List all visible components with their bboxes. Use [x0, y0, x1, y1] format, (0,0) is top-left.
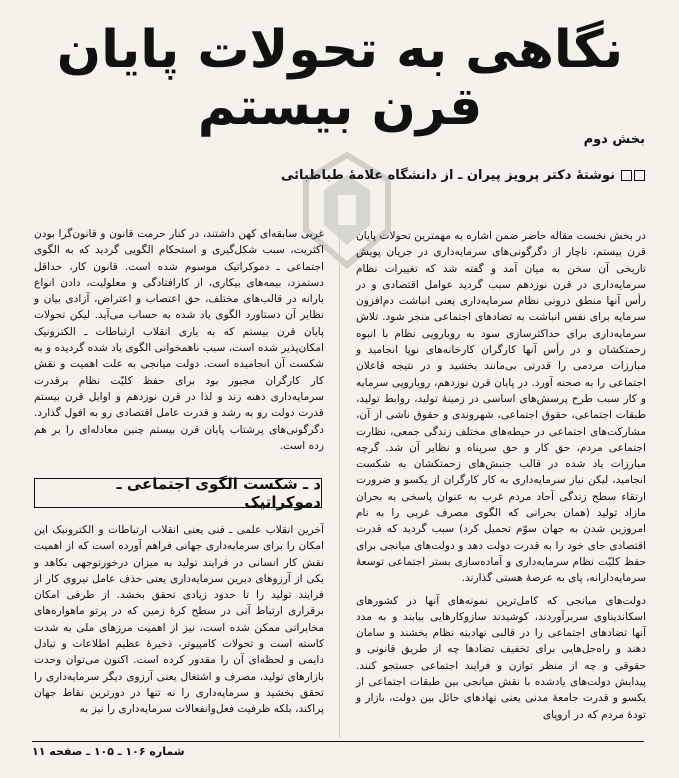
section-heading: د ـ شکست الگوی اجتماعی ـ دموکراتیک: [116, 475, 321, 511]
paragraph: غربی سابقه‌ای کهن داشتند، در کنار حرمت قانون و قانون‌گرا بودن اکثریت، سبب شکل‌گیری و استحکام الگویی گردید که به الگوی اجتماعی ـ دموکراتیک موسوم شده است. قانون کار، حداقل دستمزد، بیمه‌های بیکاری، از کارافتادگی و معلولیت، دادن انواع یارانه در قالب‌های مختلف، حق اعتصاب و اعتراض، آزادی بیان و نظایر آن دستاورد الگوی یاد شده به حساب می‌آید. لیکن تحولات پایان قرن بیستم که به یاری انقلاب ارتباطات ـ الکترونیک امکان‌پذیر شده است، سبب ناهمخوانی الگوی یاد شده گردیده و به شکست آن انجامیده است. دولت میانجی به علت اهمیت و نقش کار کارگران مجبور بود برای حفظ کلیّت نظام برقدرت سرمایه‌داری دهنه زند و لذا در قرن نوزدهم و اوایل قرن بیستم قدرت دولت رو به رشد و قدرت عامل اقتصادی رو به افول گذارد. دگرگونی‌های پرشتاب پایان قرن بیستم چنین معادله‌ای را بر هم زده است.: [34, 228, 324, 452]
article-title: نگاهی به تحولات پایان قرن بیستم: [56, 20, 624, 138]
square-bullets-icon: [621, 170, 645, 181]
page-footer: شماره ۱۰۶ ـ ۱۰۵ ـ صفحه ۱۱: [32, 745, 185, 758]
section-heading-box: [34, 475, 322, 511]
byline-text: نوشتهٔ دکتر پرویز پیران ـ از دانشگاه علامهٔ طباطبائی: [280, 168, 615, 183]
column-divider: [339, 228, 340, 738]
column-right: [356, 228, 646, 729]
footer-rule: [32, 741, 644, 742]
paragraph: در بخش نخست مقاله حاضر ضمن اشاره به مهمترین تحولات پایان قرن بیستم، ناچار از دگرگونی‌های سرمایه‌داری در جریان پویش تاریخی آن سخن به میان آمد و گفته شد که تغییرات نظام سرمایه‌داری در قرن نوزدهم سبب گردید عوامل اقتصادی و در رأس آنها منطق درونی نظام سرمایه‌داری یعنی انباشت دم‌افزون سرمایه برای نفس انباشت به تضادهای اجتماعی منجر شود. تلاش سرمایه‌داری برای حداکثرسازی سود به رویارویی نظام با انبوه زحمتکشان و در رأس آنها کارگران کارخانه‌های نوپا انجامید و مبارزات مردمی را قدرتی بی‌مانند بخشید و در نتیجه قاعلان اجتماعی را به صحنه آورد. در پایان قرن نوزدهم، رویارویی سرمایه و کار سبب طرح پرسش‌های اساسی در زمینهٔ تولید، روابط تولید، طبقات اجتماعی، حقوق اجتماعی، شهروندی و حقوق ناشی از آن، مشارکت‌های اجتماعی در حیطه‌های مختلف زندگی جمعی، نظارت اجتماعی مردم، حق کار و حق سرپناه و نظایر آن شد. گرچه مبارزات یاد شده در قالب جنبش‌های زحمتکشان به شکست انجامید، لیکن نیاز سرمایه‌داری به کار کارگران از یکسو و ضرورت ارتقاء سطح زندگی آحاد مردم غرب به عنوان پاسخی به بحران مازاد تولید (همان بحرانی که الگوی مصرف غربی را به نام امروزین شدن به جهان سوّم تحمیل کرد) سبب گردید که قدرت اقتصادی جای خود را به قدرت دولت دهد و دولت‌های میانجی برای حفظ کلیّت نظام سرمایه‌داری و آماده‌سازی بستر اجتماعی توسعهٔ سرمایه‌دارانه، پای به عرصهٔ هستی گذارند.: [356, 230, 646, 585]
column-left-bottom: [34, 522, 324, 724]
column-left-top: [34, 226, 324, 460]
paragraph: آخرین انقلاب علمی ـ فنی یعنی انقلاب ارتباطات و الکترونیک این امکان را برای سرمایه‌داری جهانی فراهم آورده است که از اهمیت نقش کار انسانی در فرایند تولید به میزان درخورتوجهی بکاهد و یکی از آرزوهای دیرین سرمایه‌داری یعنی حذف عامل نیروی کار از فرایند تولید را تا حدود زیادی تحقق بخشد. از طرفی امکان برقراری ارتباط آنی در سطح کرهٔ زمین که در پرتو ماهواره‌های مخابراتی ممکن شده است، نیز از اهمیت مرزهای ملی به شدت کاسته است و تحولات کامپیوتر، ذخیرهٔ عظیم اطلاعات و تبادل دایمی و لحظه‌ای آن را مقدور کرده است. اکنون می‌توان وحدت بازارهای تولید، مصرف و اشتغال یعنی آرزوی دیگر سرمایه‌داری را تحقق بخشید و سرمایه‌داری را نه تنها در دورترین نقاط جهان پراکند، بلکه ظرفیت فعل‌وانفعالات سرمایه‌داری را نیز به: [34, 524, 324, 716]
section-label: بخش دوم: [583, 132, 645, 147]
paragraph: دولت‌های میانجی که کامل‌ترین نمونه‌های آنها در کشورهای اسکاندیناوی سربرآوردند، کوشیدند سازوکارهایی بیابند و به مدد آنها تضادهای اجتماعی را در قالبی نهادینه نظام بخشند و سامان دهند و راه‌حل‌هایی برای تخفیف تضادها چه از طریق قانونی و حقوقی و چه از منظر توازن و فرایند اجتماعی جستجو کنند. پیدایش دولت‌های یادشده با نقش میانجی بین طبقات اجتماعی از یکسو و قدرت جامعهٔ مدنی یعنی نهادهای حائل بین دولت، بازار و تودهٔ مردم که در اروپای: [356, 594, 646, 721]
